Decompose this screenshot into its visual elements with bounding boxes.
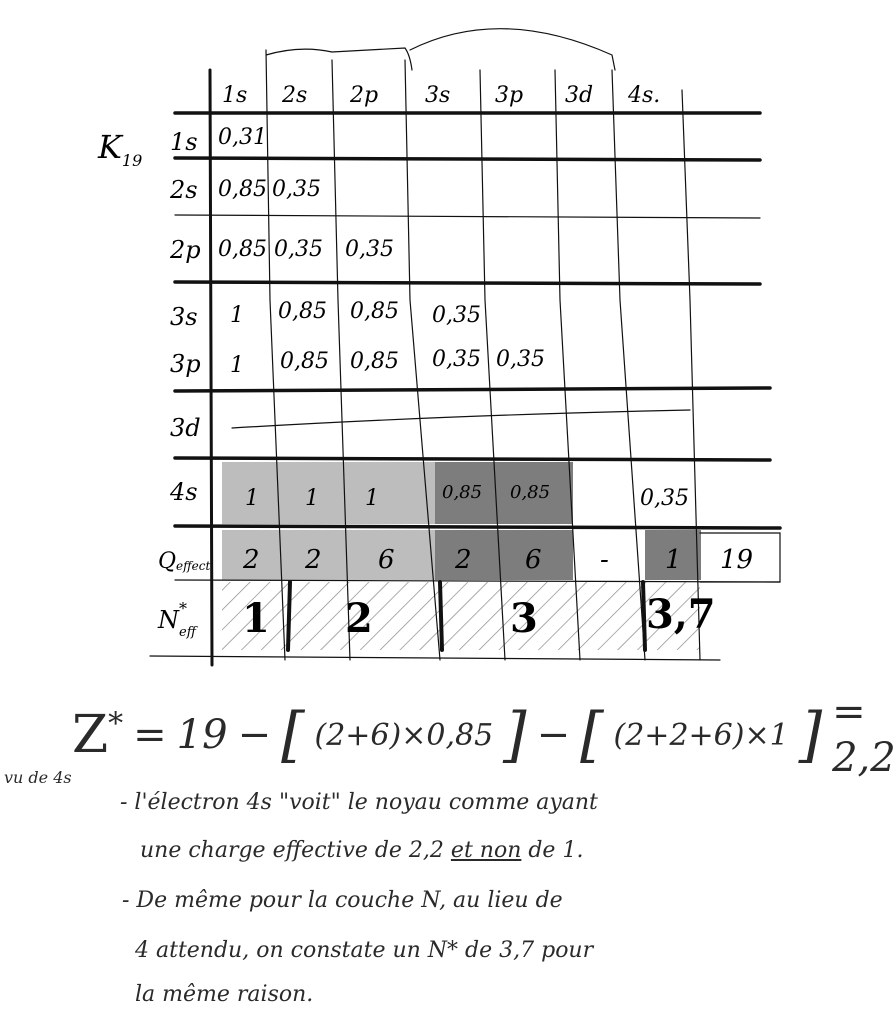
hatched-neff-row [222, 582, 700, 650]
cell-value: 1 [230, 353, 244, 378]
vline-main [210, 70, 212, 665]
note-line-2-end: de 1. [521, 838, 584, 863]
corner-label [97, 128, 142, 170]
row-label: 2s [170, 176, 198, 204]
thick-divider-2 [440, 582, 442, 650]
cell-value: 0,35 [345, 237, 394, 262]
column-headers [222, 83, 660, 108]
cell-value: 0,85 [218, 177, 267, 202]
cell-value: 0,35 [432, 303, 481, 328]
note-underlined: et non [450, 838, 522, 863]
row-label: 3s [170, 303, 198, 331]
note-line-5: la même raison. [135, 982, 314, 1007]
cell-value: 0,85 [280, 349, 329, 374]
neff-value: 2 [345, 595, 373, 642]
thick-divider-1 [288, 582, 290, 650]
cell-value: 0,85 [350, 299, 399, 324]
neff-value: 1 [242, 595, 270, 642]
cell-value: 0,35 [274, 237, 323, 262]
brace-1 [266, 48, 412, 70]
row-label: 3d [170, 414, 201, 442]
row-label: 1s [170, 128, 198, 156]
hline-2s [175, 215, 760, 218]
note-line-2 [140, 838, 583, 863]
corner-label-sub: 19 [121, 151, 143, 170]
q-value: 1 [665, 545, 682, 575]
cell-values [218, 125, 689, 511]
note-line-3: - De même pour la couche N, au lieu de [122, 888, 563, 913]
col-header: 3p [495, 83, 524, 108]
q-label-sub: effect [176, 559, 211, 573]
hline-2p [175, 282, 760, 284]
cell-value: 0,85 [510, 482, 551, 503]
q-row-label [158, 549, 210, 574]
cell-value: 0,35 [496, 347, 545, 372]
hline-3p [175, 388, 770, 391]
col-header: 1s [222, 83, 248, 108]
row-label: 2p [170, 236, 201, 264]
brace-2 [410, 29, 615, 70]
neff-row-label [157, 599, 199, 640]
cell-value: 0,35 [432, 347, 481, 372]
formula-bracket-close: ] [503, 700, 527, 770]
hline-4s [175, 526, 780, 528]
neff-value: 3,7 [646, 591, 716, 638]
dash-3d [232, 410, 690, 428]
q-value: - [600, 545, 609, 575]
hatch-area [222, 582, 700, 650]
col-header: 2s [282, 83, 308, 108]
cell-value: 1 [305, 486, 319, 511]
effective-charge-formula [72, 689, 896, 781]
col-header: 4s. [628, 83, 661, 108]
cell-value: 0,85 [278, 299, 327, 324]
formula-star: * [108, 706, 124, 742]
thick-divider-3 [643, 582, 645, 650]
q-value: 2 [243, 545, 260, 575]
formula-equals: = [133, 712, 167, 758]
formula-bracket-close: ] [798, 700, 823, 770]
q-value: 6 [525, 545, 542, 575]
q-total: 19 [720, 545, 754, 575]
hline-q [175, 580, 780, 582]
note-line-2-text: une charge effective de 2,2 [140, 838, 451, 863]
formula-bracket-open: [ [281, 700, 305, 770]
note-line-1: - l'électron 4s "voit" le noyau comme ayant [120, 790, 598, 815]
col-header: 2p [350, 83, 379, 108]
formula-term-2: (2+2+6)×1 [613, 717, 789, 753]
col-header: 3s [425, 83, 451, 108]
cell-value: 0,35 [640, 486, 689, 511]
cell-value: 0,85 [442, 482, 483, 503]
neff-label: N [158, 606, 179, 634]
neff-label-sub: eff [179, 625, 196, 640]
formula-minus: − [237, 712, 272, 758]
cell-value: 1 [245, 486, 259, 511]
margin-note: vu de 4s [4, 768, 72, 787]
q-value: 6 [378, 545, 395, 575]
neff-value: 3 [510, 595, 538, 642]
cell-value: 1 [365, 486, 379, 511]
formula-minus: − [536, 712, 571, 758]
neff-label-sup: * [179, 599, 187, 618]
formula-z: Z [72, 705, 109, 765]
formula-lhs [72, 705, 123, 765]
hline-bottom [150, 656, 720, 660]
hline-3d [175, 458, 770, 460]
note-line-4: 4 attendu, on constate un N* de 3,7 pour [135, 938, 594, 963]
q-value: 2 [455, 545, 472, 575]
formula-bracket-open: [ [580, 700, 604, 770]
cell-value: 1 [230, 303, 244, 328]
cell-value: 0,35 [272, 177, 321, 202]
col-header: 3d [565, 83, 594, 108]
cell-value: 0,85 [218, 237, 267, 262]
cell-value: 0,85 [350, 349, 399, 374]
q-label: Q [158, 549, 177, 574]
row-label: 3p [170, 350, 201, 378]
cell-value: 0,31 [218, 125, 267, 150]
formula-result: = 2,2 [832, 689, 896, 781]
row-label: 4s [170, 478, 198, 506]
row-labels [169, 128, 201, 506]
q-value: 2 [305, 545, 322, 575]
formula-atomic-number: 19 [176, 712, 228, 758]
hline-1s [175, 158, 760, 160]
formula-term-1: (2+6)×0,85 [314, 717, 494, 753]
corner-label-k: K [98, 128, 122, 166]
